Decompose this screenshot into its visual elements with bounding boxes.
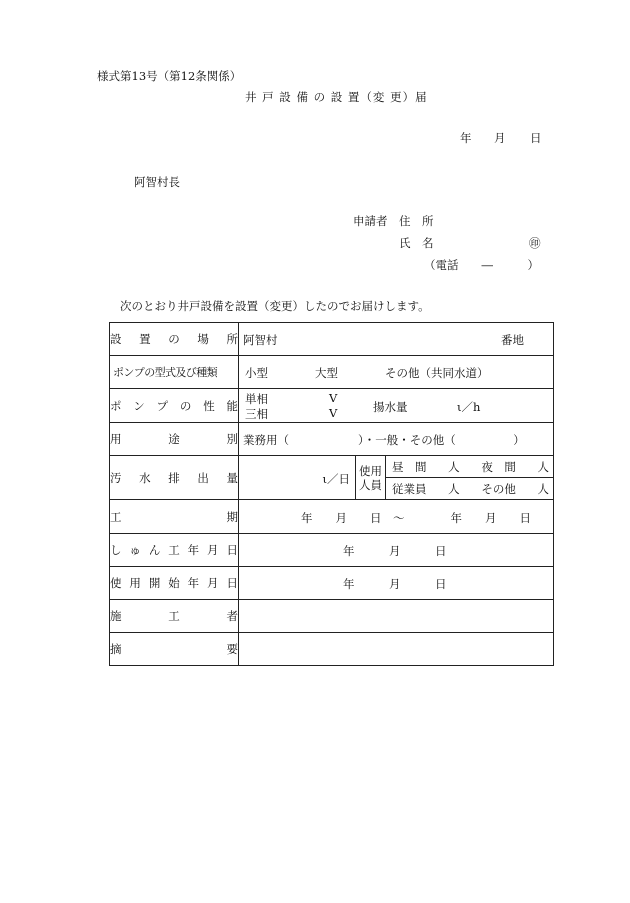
night-label: 夜 間 xyxy=(481,459,516,474)
applicant-label: 申請者 xyxy=(353,214,388,228)
label-location-text: 設 置 の 場 所 xyxy=(110,332,238,346)
value-usage[interactable] xyxy=(239,423,554,456)
row-completion xyxy=(110,534,554,567)
users-staff-other[interactable] xyxy=(386,478,554,500)
addressee: 阿智村長 xyxy=(134,175,180,189)
label-notes xyxy=(110,633,239,666)
users-header xyxy=(356,456,386,500)
banchi-label: 番地 xyxy=(501,333,524,347)
value-period[interactable] xyxy=(239,500,554,534)
row-start-date xyxy=(110,567,554,600)
other-unit: 人 xyxy=(537,481,550,496)
seal-mark: ㊞ xyxy=(529,236,541,250)
row-location xyxy=(110,323,554,356)
date-month-label: 月 xyxy=(494,131,506,145)
label-period-text: 工 期 xyxy=(110,509,238,524)
label-pump-performance-text: ポ ン プ の 性 能 xyxy=(110,398,238,413)
label-pump-type-text: ポンプの型式及び種類 xyxy=(113,366,217,379)
row-notes xyxy=(110,633,554,666)
value-location[interactable] xyxy=(239,323,554,356)
registration-form-table xyxy=(109,322,554,666)
users-label-line2: 人員 xyxy=(359,477,382,492)
pump-rate-unit: ι／h xyxy=(457,400,481,414)
pump-rate-label: 揚水量 xyxy=(373,400,408,414)
label-period xyxy=(110,500,239,534)
label-contractor-text: 施 工 者 xyxy=(110,609,238,623)
staff-label: 従業員 xyxy=(392,481,427,496)
label-completion xyxy=(110,534,239,567)
period-dates: 年 月 日 〜 年 月 日 xyxy=(301,511,531,525)
value-pump-type[interactable] xyxy=(239,356,554,389)
other-label: その他 xyxy=(481,481,516,496)
page-title: 井 戸 設 備 の 設 置（変 更）届 xyxy=(245,90,428,104)
three-phase-volt-unit: V xyxy=(329,406,338,420)
row-period xyxy=(110,500,554,534)
pump-other-option[interactable]: その他（共同水道） xyxy=(385,366,489,380)
single-phase-label: 単相 xyxy=(245,392,268,406)
label-pump-type xyxy=(110,356,239,389)
label-start-date xyxy=(110,567,239,600)
name-label: 氏 名 xyxy=(399,236,434,250)
row-usage xyxy=(110,423,554,456)
usage-options: 業務用（ ）・一般・その他（ ） xyxy=(243,433,525,447)
row-contractor xyxy=(110,600,554,633)
users-day-night[interactable] xyxy=(386,456,554,478)
start-date: 年 月 日 xyxy=(343,577,447,591)
address-label: 住 所 xyxy=(399,214,434,228)
staff-unit: 人 xyxy=(448,481,460,496)
value-pump-performance[interactable] xyxy=(239,389,554,423)
three-phase-label: 三相 xyxy=(245,407,268,421)
label-location xyxy=(110,323,239,356)
pump-large-option[interactable]: 大型 xyxy=(315,366,338,380)
row-pump-type xyxy=(110,356,554,389)
label-usage xyxy=(110,423,239,456)
value-start-date[interactable] xyxy=(239,567,554,600)
value-sewage-amount[interactable] xyxy=(239,456,356,500)
pump-small-option[interactable]: 小型 xyxy=(245,366,268,380)
night-unit: 人 xyxy=(537,459,550,474)
label-notes-text: 摘 要 xyxy=(110,642,238,656)
label-contractor xyxy=(110,600,239,633)
sewage-unit: ι／日 xyxy=(322,472,350,486)
label-pump-performance xyxy=(110,389,239,423)
users-label-line1: 使用 xyxy=(359,463,382,478)
village-name: 阿智村 xyxy=(243,333,278,347)
date-year-label: 年 xyxy=(460,131,472,145)
date-day-label: 日 xyxy=(530,131,542,145)
label-sewage-text: 汚 水 排 出 量 xyxy=(110,470,238,485)
phone-field: （電話 ― ） xyxy=(424,258,539,272)
form-number: 様式第13号（第12条関係） xyxy=(97,69,242,83)
day-unit: 人 xyxy=(448,459,460,474)
completion-date: 年 月 日 xyxy=(343,544,447,558)
value-contractor[interactable] xyxy=(239,600,554,633)
value-notes[interactable] xyxy=(239,633,554,666)
label-sewage xyxy=(110,456,239,500)
value-completion[interactable] xyxy=(239,534,554,567)
row-pump-performance xyxy=(110,389,554,423)
intro-text: 次のとおり井戸設備を設置（変更）したのでお届けします。 xyxy=(120,299,430,313)
label-completion-text: し ゅ ん 工 年 月 日 xyxy=(110,543,238,557)
day-label: 昼 間 xyxy=(392,459,427,474)
single-phase-volt-unit: V xyxy=(329,391,338,405)
row-sewage-1 xyxy=(110,456,554,478)
label-start-date-text: 使 用 開 始 年 月 日 xyxy=(110,576,238,590)
label-usage-text: 用 途 別 xyxy=(110,432,238,446)
